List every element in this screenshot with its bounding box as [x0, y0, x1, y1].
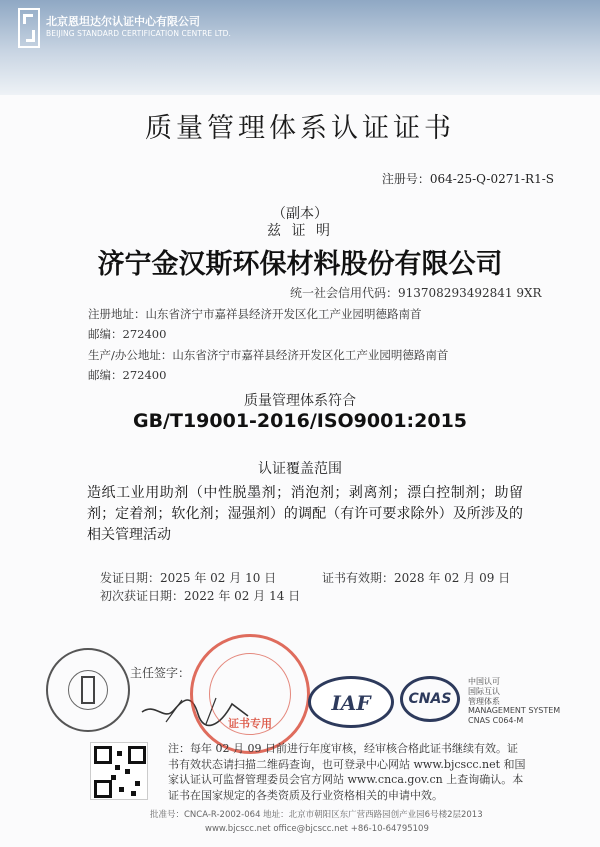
cnas-label: CNAS: [408, 691, 452, 707]
scope-title: 认证覆盖范围: [258, 461, 342, 477]
company-name: 济宁金汉斯环保材料股份有限公司: [97, 249, 503, 280]
official-stamp: [190, 634, 310, 754]
postcode-production: 邮编：272400: [88, 368, 167, 382]
registered-address: 注册地址：山东省济宁市嘉祥县经济开发区化工产业园明德路南首: [88, 307, 422, 321]
footer-approval-address: 批准号：CNCA-R-2002-064 地址：北京市朝阳区东广营西路园创产业园6号楼2层2013: [150, 810, 483, 820]
cnas-line-2: 国际互认: [468, 687, 500, 696]
credit-code: 统一社会信用代码：913708293492841 9XR: [290, 286, 542, 300]
org-name-en: BEIJING STANDARD CERTIFICATION CENTRE LTD.: [46, 29, 231, 38]
issue-date: 发证日期：2025 年 02 月 10 日: [100, 571, 277, 585]
certificate-title: 质量管理体系认证证书: [145, 113, 455, 144]
cnas-line-4: MANAGEMENT SYSTEM: [468, 706, 561, 715]
signature-label: 主任签字：: [130, 666, 191, 680]
postcode-registered: 邮编：272400: [88, 327, 167, 341]
bscc-logo-icon: [18, 8, 40, 48]
org-name-cn: 北京恩坦达尔认证中心有限公司: [46, 15, 200, 28]
iaf-label: IAF: [331, 691, 371, 715]
verification-qr-code[interactable]: [90, 742, 148, 800]
production-address: 生产/办公地址：山东省济宁市嘉祥县经济开发区化工产业园明德路南首: [88, 348, 449, 362]
scope-text: 造纸工业用助剂（中性脱墨剂；消泡剂；剥离剂；漂白控制剂；助留剂；定着剂；软化剂；湿强剂）的调配（有许可要求除外）及所涉及的相关管理活动: [87, 485, 523, 543]
copy-label: （副本）: [272, 206, 328, 222]
standard-intro: 质量管理体系符合: [244, 393, 356, 409]
cnas-logo-icon: [400, 676, 460, 722]
cnas-line-1: 中国认可: [468, 677, 500, 686]
cnas-line-5: CNAS C064-M: [468, 716, 524, 725]
cnas-line-3: 管理体系: [468, 697, 500, 706]
iaf-logo-icon: [308, 676, 394, 728]
header-band: [0, 0, 600, 95]
first-issue-date: 初次获证日期：2022 年 02 月 14 日: [100, 589, 301, 603]
valid-until: 证书有效期：2028 年 02 月 09 日: [322, 571, 511, 585]
standard-code: GB/T19001-2016/ISO9001:2015: [132, 410, 468, 432]
attest-label: 兹 证 明: [267, 223, 333, 239]
stamp-text: 证书专用: [228, 717, 272, 730]
footer-contact: www.bjcscc.net office@bjcscc.net +86-10-64795109: [205, 824, 429, 834]
annual-audit-note: 注：每年 02 月 09 日前进行年度审核，经审核合格此证书继续有效。证书有效状态请扫描二维码查询，也可登录中心网站 www.bjcscc.net 和国家认证认可监督管理委员会官方网站 www.cnca.gov.cn 上查询确认。本证书在国家规定的各类资质及行业资格相关的申请中效。: [168, 742, 526, 802]
certification-centre-seal-icon: [46, 648, 130, 732]
registration-number: 注册号：064-25-Q-0271-R1-S: [381, 172, 554, 186]
